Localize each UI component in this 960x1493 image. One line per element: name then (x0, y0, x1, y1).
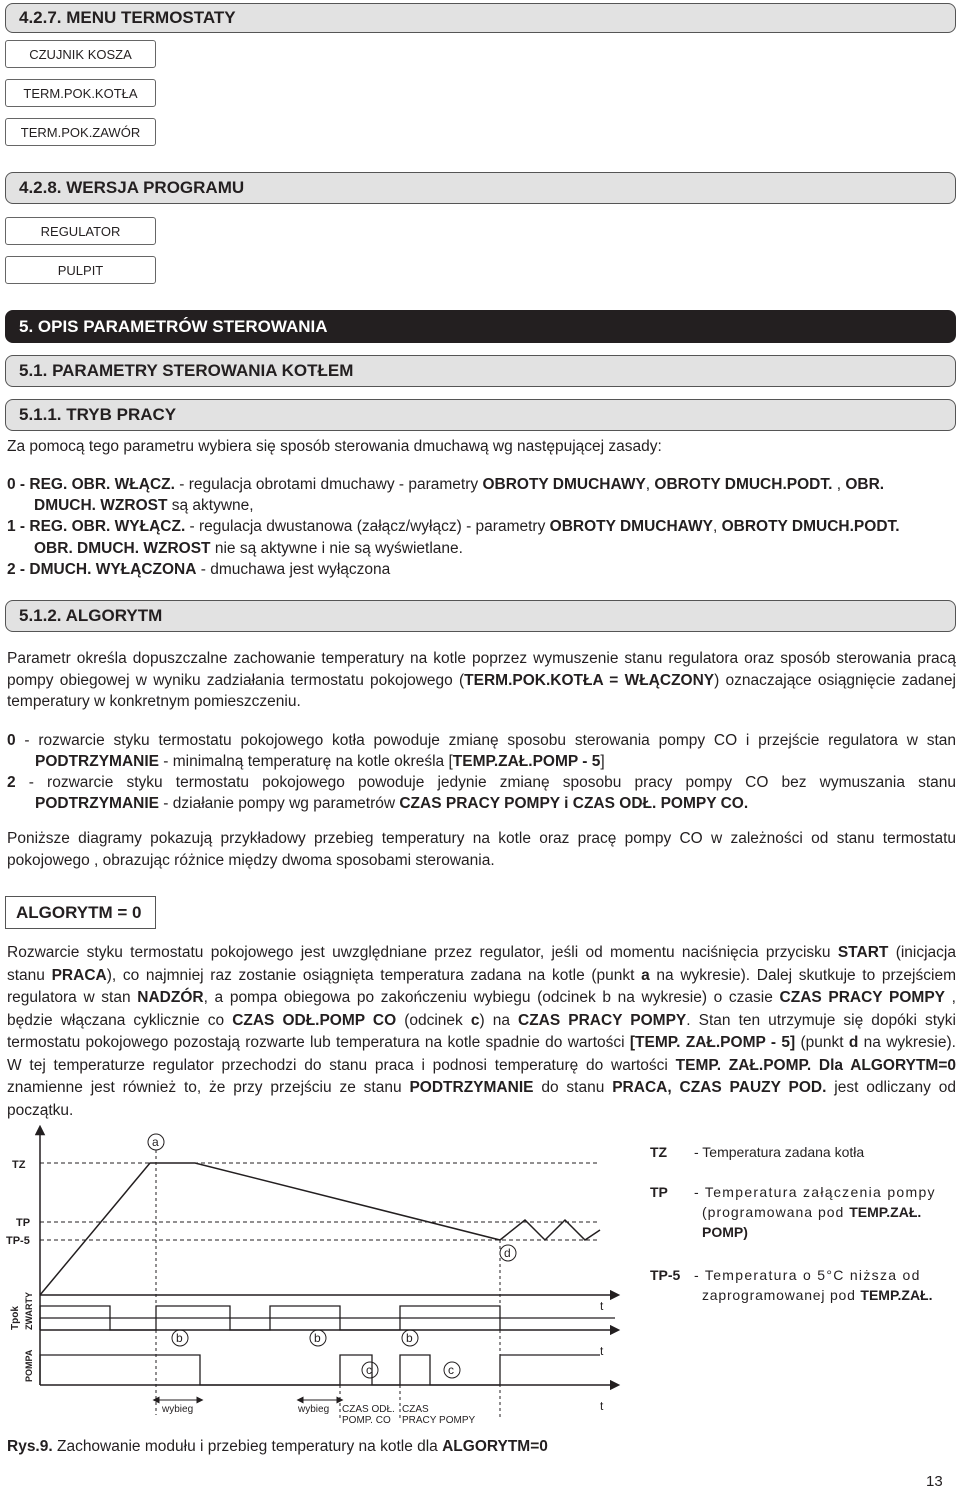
param-name: d (848, 1034, 859, 1051)
param-name: a (641, 966, 650, 984)
param-name: PODTRZYMANIE (409, 1079, 534, 1096)
param-name: c (470, 1011, 480, 1029)
legend-key: TZ (650, 1144, 668, 1160)
segment-b-label: b (314, 1331, 321, 1345)
segment-c-label: c (448, 1363, 454, 1377)
time-label-tpok: t (600, 1344, 604, 1358)
opt-label: 0 - REG. OBR. WŁĄCZ. (7, 476, 175, 493)
param-name: DMUCH. WZROST (34, 497, 168, 514)
czas-label: CZAS (402, 1404, 429, 1415)
text-part: Rozwarcie styku termostatu pokojowego jest uwzględniane przez regulator, jeśli od momentu naciśnięcia przycisku (7, 944, 838, 961)
menu-item-term-pok-zawor[interactable]: TERM.POK.ZAWÓR (5, 118, 156, 146)
section-header-wersja-programu: 4.2.8. WERSJA PROGRAMU (5, 172, 956, 204)
text-part: , będzie włączana cyklicznie co (7, 989, 956, 1029)
text-part: jest odliczany od początku. (7, 1079, 956, 1119)
timing-diagram (0, 1120, 640, 1435)
section-header-opis-parametrow: 5. OPIS PARAMETRÓW STEROWANIA (5, 310, 956, 343)
menu-item-term-pok-kotla[interactable]: TERM.POK.KOTŁA (5, 79, 156, 107)
wybieg-label-1: wybieg (162, 1404, 194, 1415)
param-name: CZAS ODŁ.POMP CO (232, 1011, 397, 1029)
opt-number: 2 (7, 774, 16, 791)
param-name: TEMP.ZAŁ. (849, 1204, 922, 1220)
section-header-algorytm: 5.1.2. ALGORYTM (5, 600, 956, 632)
opt-text: nie są aktywne i nie są wyświetlane. (210, 540, 463, 557)
tryb-pracy-intro: Za pomocą tego parametru wybiera się sposób sterowania dmuchawą wg następującej zasady: (7, 438, 662, 455)
sep: , (832, 476, 846, 493)
param-name: [TEMP. ZAŁ.POMP - 5] (629, 1034, 796, 1051)
param-name: OBROTY DMUCH.PODT. (721, 518, 900, 535)
param-name: POMP) (702, 1224, 748, 1240)
algorytm-0-header: ALGORYTM = 0 (5, 896, 156, 929)
segment-b-label: b (176, 1331, 183, 1345)
text-part: znamienne jest również to, że przy przejściu ze stanu (7, 1079, 410, 1096)
algorytm-option-2 (7, 772, 956, 794)
opt-text: - regulacja dwustanowa (załącz/wyłącz) - parametry (185, 518, 550, 535)
section-header-tryb-pracy: 5.1.1. TRYB PRACY (5, 399, 956, 431)
segment-b-label: b (406, 1331, 413, 1345)
tryb-option-1 (7, 517, 900, 537)
param-name: CZAS PRACY POMPY i CZAS ODŁ. POMPY CO. (399, 795, 749, 812)
text-part: Parametr określa dopuszczalne zachowanie temperatury na kotle poprzez wymuszenie stanu regulatora oraz sposób sterowania pracą pompy obiegowej w wyniku zadziałania termostatu pokojowego ( (7, 650, 956, 689)
opt-text: ] (600, 753, 605, 770)
point-a-label: a (152, 1135, 159, 1149)
sep: , (712, 518, 722, 535)
time-label-temp: t (600, 1299, 604, 1313)
param-name: PRACA (51, 966, 107, 984)
caption-bold: ALGORYTM=0 (442, 1438, 548, 1455)
pomp-co-label: POMP. CO (342, 1415, 391, 1426)
legend-value: zaprogramowanej pod (702, 1287, 861, 1303)
diagram-intro: Poniższe diagramy pokazują przykładowy przebieg temperatury na kotle oraz pracę pompy CO w zależności od stanu termostatu pokojowego , obrazując różnice między dwoma sposobami sterowania. (7, 830, 956, 869)
param-name: PODTRZYMANIE (35, 753, 159, 770)
algorytm-0-description (7, 942, 956, 1122)
pracy-pompy-label: PRACY POMPY (402, 1415, 476, 1426)
text-part: . Stan ten utrzymuje się dopóki styki termostatu pokojowego pozostają rozwarte lub temperatura na kotle spadnie do wartości (7, 1011, 956, 1051)
opt-text: - rozwarcie styku termostatu pokojowego powoduje jedynie zmianę sposobu pracy pompy CO bez wymuszania stanu (15, 774, 956, 791)
point-d-label: d (504, 1246, 511, 1260)
text-part: ), co najmniej raz zostanie osiągnięta temperatura zadana na kotle (punkt (106, 966, 642, 984)
param-name: PODTRZYMANIE (35, 795, 159, 812)
param-name: PRACA, CZAS PAUZY POD. (612, 1079, 827, 1096)
label-tpok: Tpok (10, 1306, 21, 1330)
menu-item-pulpit[interactable]: PULPIT (5, 256, 156, 284)
caption-label: Rys.9. (7, 1438, 53, 1455)
tryb-option-2 (7, 560, 390, 580)
czas-odl-label: CZAS ODŁ. (342, 1404, 395, 1415)
algorytm-option-0-cont (35, 752, 605, 772)
algorytm-option-0 (7, 730, 956, 752)
opt-label: 2 - DMUCH. WYŁĄCZONA (7, 561, 197, 578)
text-part: , a pompa obiegowa po zakończeniu wybiegu (odcinek b na wykresie) o czasie (203, 989, 780, 1006)
tryb-option-0 (7, 475, 884, 495)
opt-text: - regulacja obrotami dmuchawy - parametry (174, 476, 483, 493)
legend-tp5 (650, 1265, 956, 1305)
label-tp5: TP-5 (6, 1235, 30, 1247)
opt-text: są aktywne, (167, 497, 254, 514)
legend-value: (programowana pod (702, 1204, 850, 1220)
temperature-curve (40, 1163, 600, 1295)
opt-number: 0 (7, 732, 16, 749)
param-name: CZAS PRACY POMPY (779, 989, 945, 1006)
text-part: do stanu (533, 1079, 613, 1096)
param-name: TEMP.ZAŁ. (860, 1287, 933, 1303)
caption-text: Zachowanie modułu i przebieg temperatury na kotle dla (52, 1438, 443, 1455)
text-part: ) oznaczające osiągnięcie zadanej temperatury w konkretnym pomieszczeniu. (7, 671, 956, 710)
label-tz: TZ (12, 1159, 26, 1171)
algorytm-option-2-cont (35, 794, 748, 814)
section-header-menu-termostaty: 4.2.7. MENU TERMOSTATY (5, 3, 956, 33)
text-part: ) na (479, 1011, 518, 1029)
time-label-pompa: t (600, 1399, 604, 1413)
opt-text: - działanie pompy wg parametrów (159, 795, 400, 812)
algorytm-description (7, 648, 956, 713)
param-name: NADZÓR (137, 989, 204, 1006)
opt-text: - minimalną temperaturę na kotle określa [ (159, 753, 453, 770)
menu-item-regulator[interactable]: REGULATOR (5, 217, 156, 245)
text-part: na wykresie). Dalej skutkuje to przejściem regulatora w stan (7, 966, 956, 1006)
text-part: (punkt (795, 1034, 849, 1051)
sep: , (645, 476, 655, 493)
param-name: OBROTY DMUCH.PODT. (654, 476, 833, 493)
wybieg-label-2: wybieg (298, 1404, 330, 1415)
text-part: na wykresie). W tej temperaturze regulator przechodzi do stanu praca i podnosi temperaturę do wartości (7, 1034, 956, 1074)
legend-value: - Temperatura zadana kotła (694, 1144, 865, 1160)
param-name: OBROTY DMUCHAWY (549, 518, 713, 535)
figure-caption (7, 1438, 548, 1456)
param-name: TEMP. ZAŁ.POMP. Dla ALGORYTM=0 (675, 1056, 956, 1074)
legend-key: TP-5 (650, 1267, 681, 1283)
opt-text: - dmuchawa jest wyłączona (196, 561, 391, 578)
segment-c-label: c (366, 1363, 372, 1377)
param-name: OBR. (845, 476, 885, 493)
legend-value: - Temperatura załączenia pompy (694, 1184, 936, 1200)
tryb-option-1-cont (34, 539, 463, 559)
section-header-parametry-kotlem: 5.1. PARAMETRY STEROWANIA KOTŁEM (5, 355, 956, 387)
menu-item-czujnik-kosza[interactable]: CZUJNIK KOSZA (5, 40, 156, 68)
label-zwarty: ZWARTY (24, 1292, 34, 1330)
text-part: (odcinek (396, 1011, 471, 1029)
text-part: (inicjacja stanu (7, 944, 956, 984)
legend-key: TP (650, 1184, 668, 1200)
pompa-signal (40, 1355, 600, 1385)
legend-tp (650, 1182, 956, 1242)
page-number: 13 (926, 1473, 943, 1490)
param-name: START (837, 944, 889, 961)
legend-value: - Temperatura o 5°C niższa od (694, 1267, 921, 1283)
param-name: CZAS PRACY POMPY (518, 1011, 687, 1029)
param-name: OBR. DMUCH. WZROST (34, 540, 211, 557)
tryb-option-0-cont (34, 496, 254, 516)
legend-tz (650, 1142, 956, 1162)
opt-label: 1 - REG. OBR. WYŁĄCZ. (7, 518, 186, 535)
param-name: TERM.POK.KOTŁA = WŁĄCZONY (464, 671, 715, 689)
label-pompa: POMPA (24, 1349, 34, 1382)
param-name: OBROTY DMUCHAWY (482, 476, 646, 493)
param-name: TEMP.ZAŁ.POMP - 5 (452, 753, 601, 770)
opt-text: - rozwarcie styku termostatu pokojowego kotła powoduje zmianę sposobu sterowania pompy CO i przejście regulatora w stan (15, 732, 956, 749)
label-tp: TP (16, 1217, 31, 1229)
